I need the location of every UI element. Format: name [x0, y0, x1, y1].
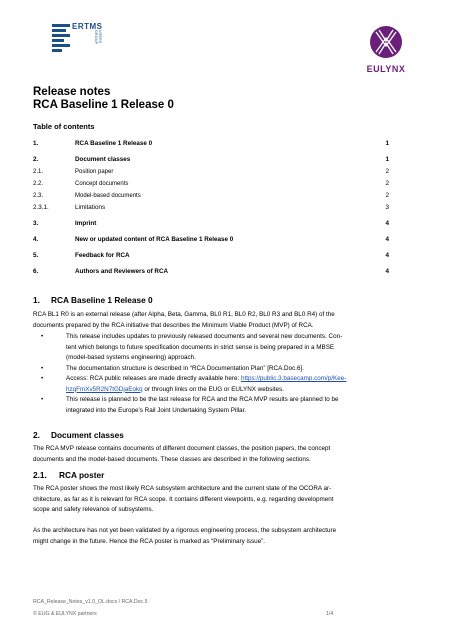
toc-entry-label: Limitations: [75, 204, 106, 211]
toc-entry-number: 2.3.1.: [33, 204, 49, 211]
toc-entry[interactable]: [33, 166, 389, 178]
toc-entry-number: 2.3.: [33, 193, 44, 199]
text-line: As the architecture has not yet been validated by a rigorous engineering process, the subsystem architecture: [33, 527, 337, 534]
list-item: [33, 395, 423, 416]
text-line: documents and the model-based documents. These classes are described in the following sections.: [33, 455, 311, 463]
toc-entry-label: Model-based documents: [75, 193, 141, 199]
toc-entry-label: Imprint: [75, 220, 97, 227]
toc-entry-page: 2: [385, 180, 389, 187]
section-number: 2.: [33, 430, 40, 440]
ertms-logo-subtext: USERS GROUP: [94, 30, 102, 45]
ertms-stripes-icon: [52, 24, 72, 54]
footer-doc-ref: RCA_Release_Notes_v1.0_OL.docx / RCA.Doc.5: [33, 599, 148, 605]
toc-entry[interactable]: [33, 218, 389, 230]
toc-entry-page: 4: [385, 236, 389, 243]
toc-entry[interactable]: [33, 178, 389, 190]
toc-entry-page: 3: [385, 204, 389, 211]
section-1-heading: [33, 295, 153, 305]
footer-copyright: © EUG & EULYNX partners: [33, 611, 97, 617]
title-line-1: Release notes: [33, 86, 111, 98]
section-2-1-paragraph-2: [33, 526, 423, 547]
toc-entry-page: 4: [385, 252, 389, 259]
section-title: Document classes: [51, 430, 124, 440]
toc-entry-number: 3.: [33, 220, 39, 227]
text-span: Access: RCA public releases are made directly available here:: [66, 375, 241, 382]
toc-entry-page: 4: [385, 268, 389, 275]
text-line: RCA BL1 R0 is an external release (after Alpha, Beta, Gamma, BL0 R1, BL0 R2, BL0 R3 and BL0 R4) of the: [33, 311, 335, 318]
text-line: chitecture, as far as it is relevant for RCA scope. It contains different viewpoints, e.g. regarding development: [33, 495, 334, 503]
toc-entry[interactable]: [33, 250, 389, 262]
text-line: tent which belongs to future specification documents in strict sense is being prepared in a MBSE: [66, 343, 335, 351]
text-line: integrated into the Europe’s Rail Joint Undertaking System Pillar.: [66, 406, 247, 414]
toc-entry[interactable]: [33, 190, 389, 202]
basecamp-link[interactable]: https://public.3.basecamp.com/p/Kee-: [241, 375, 347, 382]
text-line: [66, 374, 423, 385]
ertms-logo-text: ERTMS: [72, 22, 103, 31]
section-title: RCA Baseline 1 Release 0: [51, 295, 153, 305]
section-1-intro: [33, 310, 423, 331]
text-span: or through links on the EUG or EULYNX websites.: [142, 385, 284, 393]
toc-entry-number: 5.: [33, 252, 39, 259]
text-line: scope and safety relevance of subsystems.: [33, 506, 154, 513]
text-line: The RCA poster shows the most likely RCA subsystem architecture and the current state of the OCORA ar-: [33, 485, 332, 492]
text-line: documents prepared by the RCA initiative that describes the Minimum Viable Product (MVP) of RCA.: [33, 321, 314, 329]
toc-entry-number: 2.: [33, 156, 39, 163]
section-2-text: [33, 444, 423, 465]
toc-entry-page: 2: [385, 192, 389, 199]
text-line: The RCA MVP release contains documents of different document classes, the position papers, the concept: [33, 445, 331, 452]
section-2-1-paragraph-1: [33, 484, 423, 516]
toc-entry-label: Concept documents: [75, 181, 129, 187]
text-line: [66, 385, 423, 396]
toc-entry[interactable]: [33, 138, 389, 150]
section-number: 1.: [33, 295, 40, 305]
document-title: [33, 86, 174, 112]
toc-entry-label: Feedback for RCA: [75, 252, 130, 259]
toc-entry-label: Document classes: [75, 156, 131, 163]
text-line: • This release includes updates to previously released documents and several new documents. Con-: [66, 333, 343, 340]
text-line: • The documentation structure is described in “RCA Documentation Plan” [RCA.Doc.6].: [66, 364, 304, 372]
toc-entry[interactable]: [33, 234, 389, 246]
toc-entry-label: Position paper: [75, 169, 114, 175]
eulynx-logo: [364, 22, 408, 74]
section-2-heading: [33, 430, 124, 440]
ertms-users-group-logo: [52, 20, 103, 54]
text-line: (model-based systems engineering) approach.: [66, 354, 196, 361]
list-item: [33, 332, 423, 364]
toc-entry-number: 2.2.: [33, 181, 44, 187]
toc-entry-page: 1: [385, 140, 389, 147]
toc-entry-label: RCA Baseline 1 Release 0: [75, 140, 153, 147]
toc-entry[interactable]: [33, 266, 389, 278]
toc-entry[interactable]: [33, 202, 389, 214]
text-line: • This release is planned to be the last release for RCA and the RCA MVP results are planned to be: [66, 396, 339, 403]
title-line-2: RCA Baseline 1 Release 0: [33, 99, 174, 111]
toc-entry-number: 2.1.: [33, 169, 44, 175]
toc-entry-page: 2: [385, 168, 389, 175]
toc-entry-label: New or updated content of RCA Baseline 1 Release 0: [75, 236, 234, 243]
section-title: RCA poster: [59, 470, 105, 480]
eulynx-logo-text: EULYNX: [366, 64, 406, 74]
toc-entry-label: Authors and Reviewers of RCA: [75, 268, 169, 275]
text-line: might change in the future. Hence the RCA poster is marked as “Preliminary issue”.: [33, 537, 266, 545]
section-2-1-heading: [33, 470, 104, 480]
table-of-contents: [33, 138, 389, 278]
list-item: [33, 374, 423, 395]
section-1-bullets: [33, 332, 423, 416]
toc-entry-page: 4: [385, 220, 389, 227]
toc-entry[interactable]: [33, 154, 389, 166]
toc-entry-number: 4.: [33, 236, 39, 243]
footer-page-number: 1/4: [326, 611, 334, 617]
toc-entry-page: 1: [385, 156, 389, 163]
toc-entry-number: 1.: [33, 140, 39, 147]
basecamp-link-continued[interactable]: hzqFmXv5R2N7tGDjaEokq: [66, 385, 143, 393]
toc-heading: Table of contents: [33, 122, 95, 131]
toc-entry-number: 6.: [33, 268, 39, 275]
list-item: [33, 364, 423, 375]
section-number: 2.1.: [33, 470, 47, 480]
eulynx-emblem-icon: [364, 22, 408, 62]
